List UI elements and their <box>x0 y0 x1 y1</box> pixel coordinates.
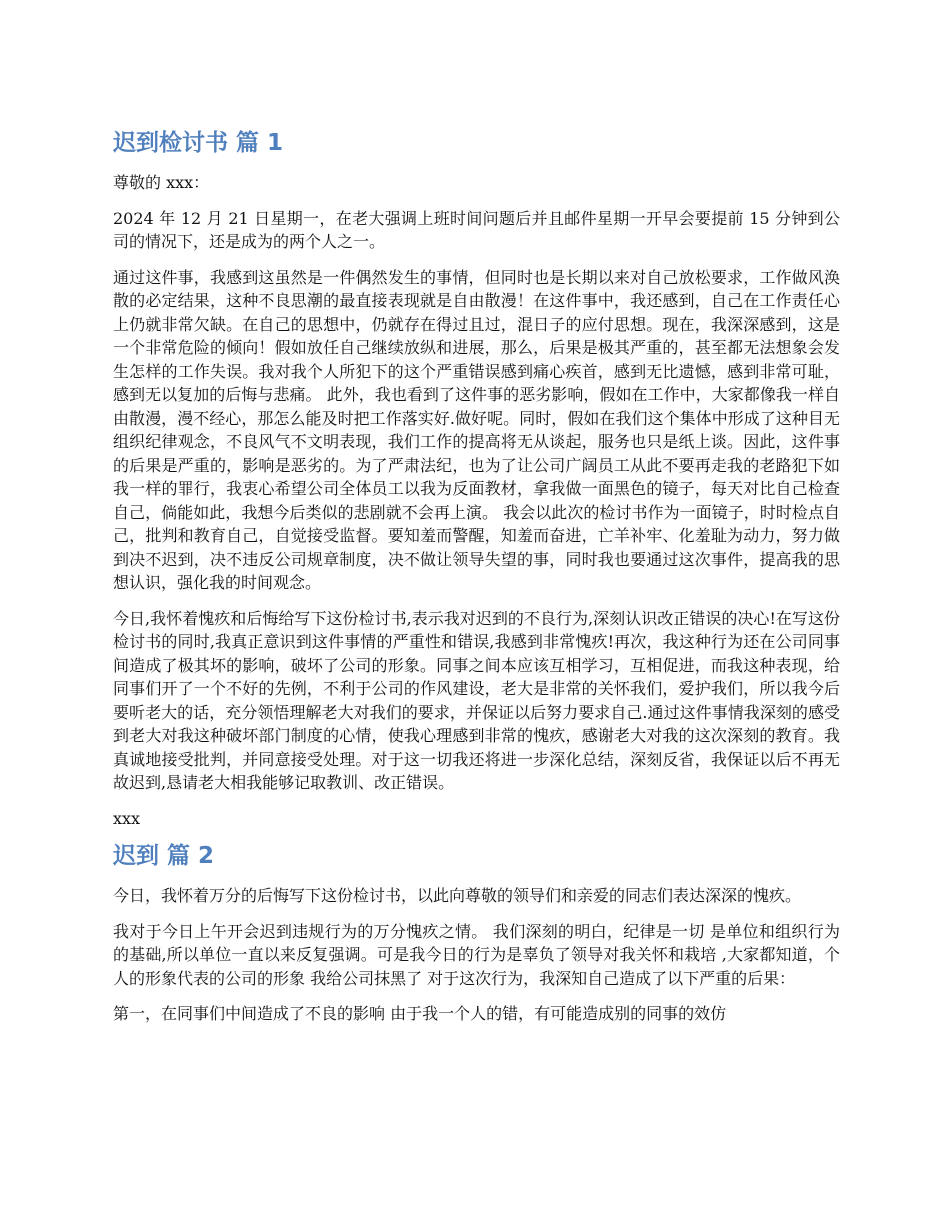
section-1-paragraph-2: 通过这件事，我感到这虽然是一件偶然发生的事情，但同时也是长期以来对自己放松要求，工作做风涣散的必定结果，这种不良思潮的最直接表现就是自由散漫！在这件事中，我还感到，自己在工作责任心上仍就非常欠缺。在自己的思想中，仍就存在得过且过，混日子的应付思想。现在，我深深感到，这是一个非常危险的倾向！假如放任自己继续放纵和进展，那么，后果是极其严重的，甚至都无法想象会发生怎样的工作失误。我对我个人所犯下的这个严重错误感到痛心疾首，感到无比遗憾，感到非常可耻，感到无以复加的后悔与悲痛。 此外，我也看到了这件事的恶劣影响，假如在工作中，大家都像我一样自由散漫，漫不经心，那怎么能及时把工作落实好.做好呢。同时，假如在我们这个集体中形成了这种目无组织纪律观念，不良风气不文明表现，我们工作的提高将无从谈起，服务也只是纸上谈。因此，这件事的后果是严重的，影响是恶劣的。为了严肃法纪，也为了让公司广阔员工从此不要再走我的老路犯下如我一样的罪行，我衷心希望公司全体员工以我为反面教材，拿我做一面黑色的镜子，每天对比自己检查自己，倘能如此，我想今后类似的悲剧就不会再上演。 我会以此次的检讨书作为一面镜子，时时检点自己，批判和教育自己，自觉接受监督。要知羞而警醒，知羞而奋进，亡羊补牢、化羞耻为动力，努力做到决不迟到，决不违反公司规章制度，决不做让领导失望的事，同时我也要通过这次事件，提高我的思想认识，强化我的时间观念。 <box>113 267 840 592</box>
section-1-paragraph-1: 2024 年 12 月 21 日星期一，在老大强调上班时间问题后并且邮件星期一开早会要提前 15 分钟到公司的情况下，还是成为的两个人之一。 <box>113 208 840 251</box>
section-2-paragraph-2: 我对于今日上午开会迟到违规行为的万分愧疚之情。 我们深刻的明白，纪律是一切 是单位和组织行为的基础,所以单位一直以来反复强调。可是我今日的行为是辜负了领导对我关怀和栽培 ,大家都知道，个人的形象代表的公司的形象 我给公司抹黑了 对于这次行为，我深知自己造成了以下严重的后果： <box>113 921 840 988</box>
section-1-signature: xxx <box>113 808 141 828</box>
document-page <box>113 127 840 1038</box>
section-2-paragraph-1: 今日，我怀着万分的后悔写下这份检讨书，以此向尊敬的领导们和亲爱的同志们表达深深的愧疚。 <box>113 886 802 905</box>
section-1-heading: 迟到检讨书 篇 1 <box>113 130 284 156</box>
section-1-salutation: 尊敬的 xxx： <box>113 173 210 192</box>
section-2-paragraph-3: 第一，在同事们中间造成了不良的影响 由于我一个人的错，有可能造成别的同事的效仿 <box>113 1004 727 1023</box>
section-2-heading: 迟到 篇 2 <box>113 843 215 869</box>
section-1-paragraph-3: 今日,我怀着愧疚和后悔给写下这份检讨书,表示我对迟到的不良行为,深刻认识改正错误的决心!在写这份检讨书的同时,我真正意识到这件事情的严重性和错误,我感到非常愧疚!再次，我这种行为还在公司同事间造成了极其坏的影响，破坏了公司的形象。同事之间本应该互相学习，互相促进，而我这种表现，给同事们开了一个不好的先例，不利于公司的作风建设，老大是非常的关怀我们，爱护我们，所以我今后要听老大的话，充分领悟理解老大对我们的要求，并保证以后努力要求自己.通过这件事情我深刻的感受到老大对我这种破坏部门制度的心情，使我心理感到非常的愧疚，感谢老大对我的这次深刻的教育。我真诚地接受批判，并同意接受处理。对于这一切我还将进一步深化总结，深刻反省，我保证以后不再无故迟到,恳请老大相我能够记取教训、改正错误。 <box>113 608 840 792</box>
